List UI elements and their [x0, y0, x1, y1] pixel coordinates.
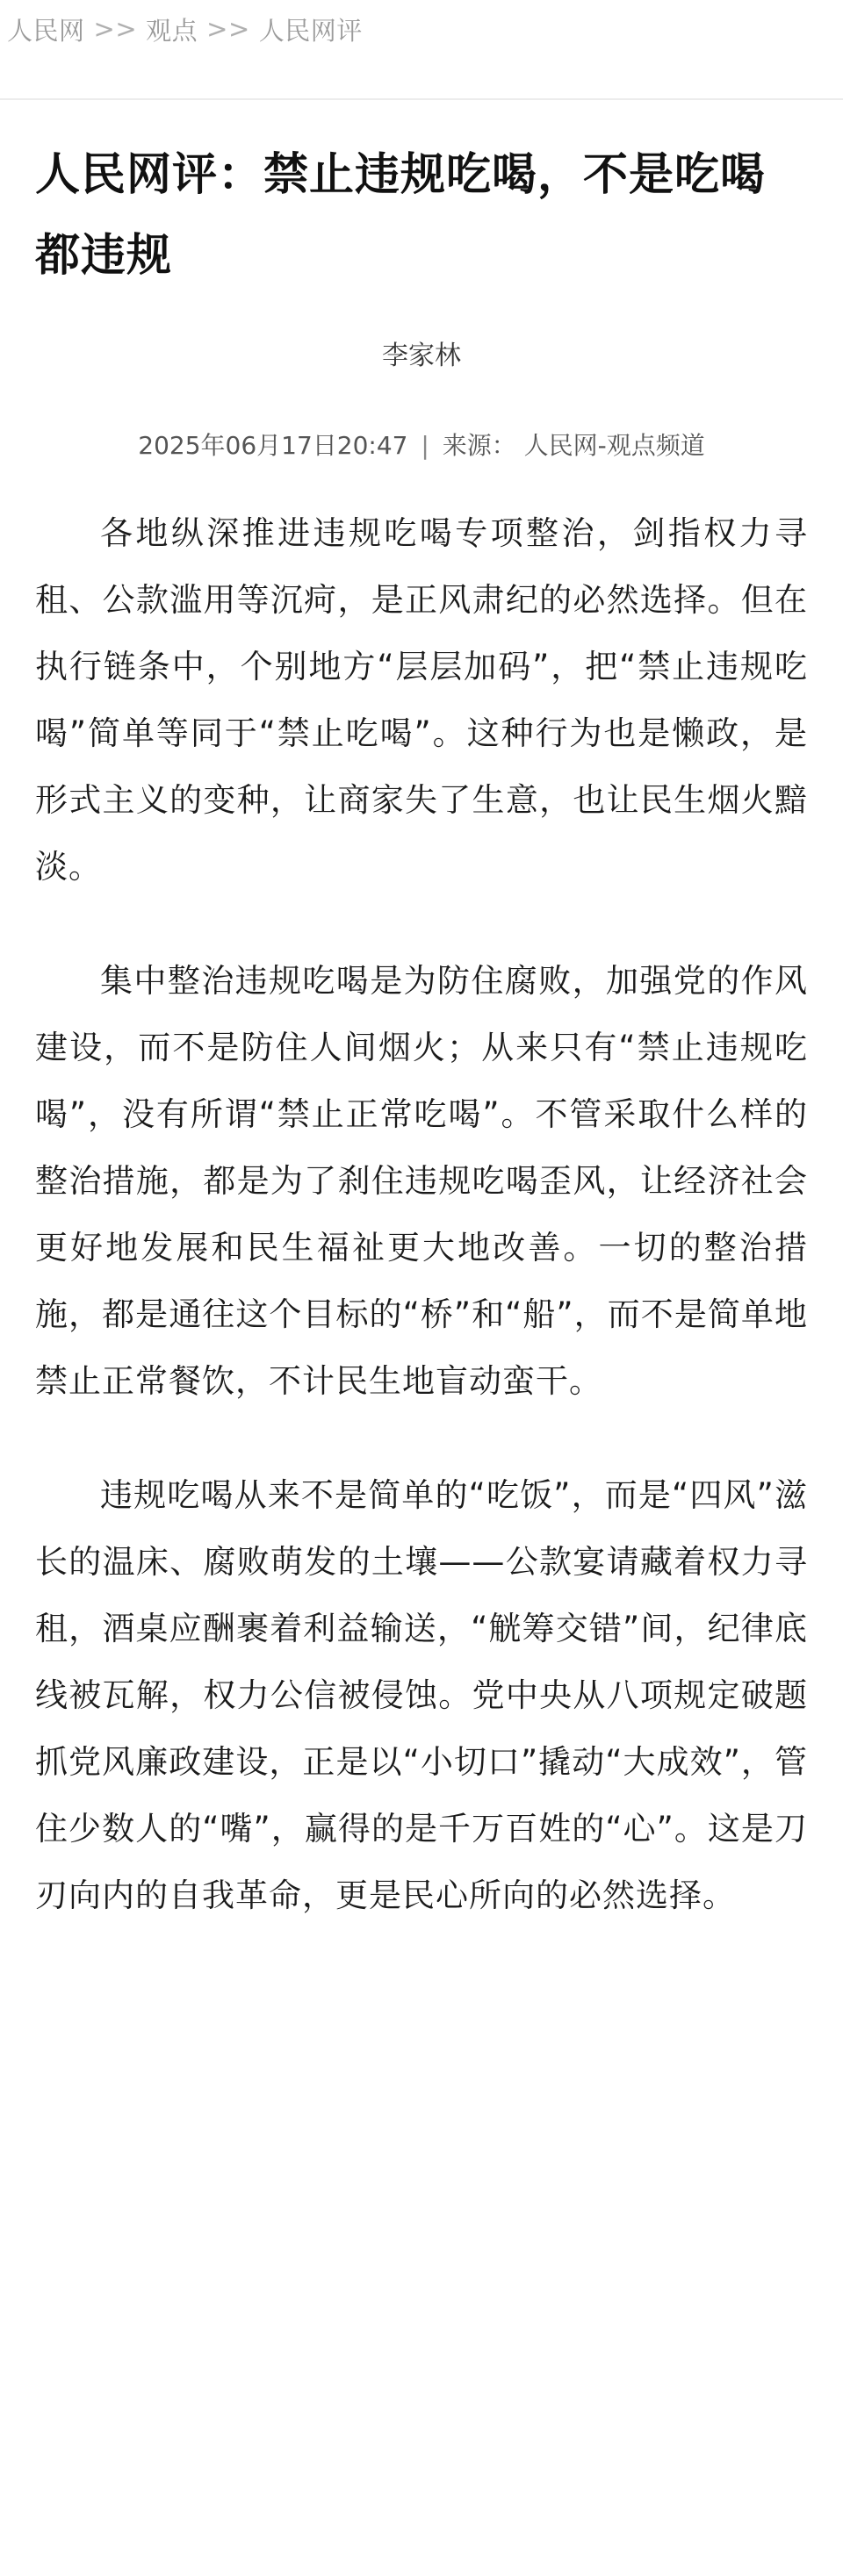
source-label: 来源： — [442, 431, 516, 460]
article-paragraph: 各地纵深推进违规吃喝专项整治，剑指权力寻租、公款滥用等沉疴，是正风肃纪的必然选择。但在执行链条中，个别地方“层层加码”，把“禁止违规吃喝”简单等同于“禁止吃喝”。这种行为也是懒政，是形式主义的变种，让商家失了生意，也让民生烟火黯淡。 — [35, 514, 808, 886]
publish-date: 2025年06月17日20:47 — [138, 431, 408, 460]
breadcrumb-separator: >> — [93, 14, 138, 44]
breadcrumb-link-opinion[interactable]: 观点 — [146, 15, 198, 46]
header-divider — [0, 98, 843, 100]
article-paragraph: 违规吃喝从来不是简单的“吃饭”，而是“四风”滋长的温床、腐败萌发的土壤——公款宴请藏着权力寻租，酒桌应酬裹着利益输送，“觥筹交错”间，纪律底线被瓦解，权力公信被侵蚀。党中央从八项规定破题抓党风廉政建设，正是以“小切口”撬动“大成效”，管住少数人的“嘴”，赢得的是千万百姓的“心”。这是刀刃向内的自我革命，更是民心所向的必然选择。 — [35, 1476, 808, 1914]
article — [0, 135, 843, 1929]
article-title: 人民网评：禁止违规吃喝，不是吃喝都违规 — [35, 149, 767, 282]
meta-separator: | — [421, 431, 429, 460]
article-body — [35, 500, 808, 1929]
source-name: 人民网-观点频道 — [523, 431, 705, 460]
breadcrumb-separator: >> — [206, 14, 250, 44]
article-paragraph: 集中整治违规吃喝是为防住腐败，加强党的作风建设，而不是防住人间烟火；从来只有“禁止违规吃喝”，没有所谓“禁止正常吃喝”。不管采取什么样的整治措施，都是为了刹住违规吃喝歪风，让经济社会更好地发展和民生福祉更大地改善。一切的整治措施，都是通往这个目标的“桥”和“船”，而不是简单地禁止正常餐饮，不计民生地盲动蛮干。 — [35, 962, 808, 1400]
breadcrumb-link-commentary[interactable]: 人民网评 — [258, 15, 363, 46]
article-meta — [35, 427, 808, 462]
article-author: 李家林 — [382, 341, 461, 371]
breadcrumb-link-home[interactable]: 人民网 — [7, 15, 85, 46]
breadcrumb — [0, 0, 843, 58]
